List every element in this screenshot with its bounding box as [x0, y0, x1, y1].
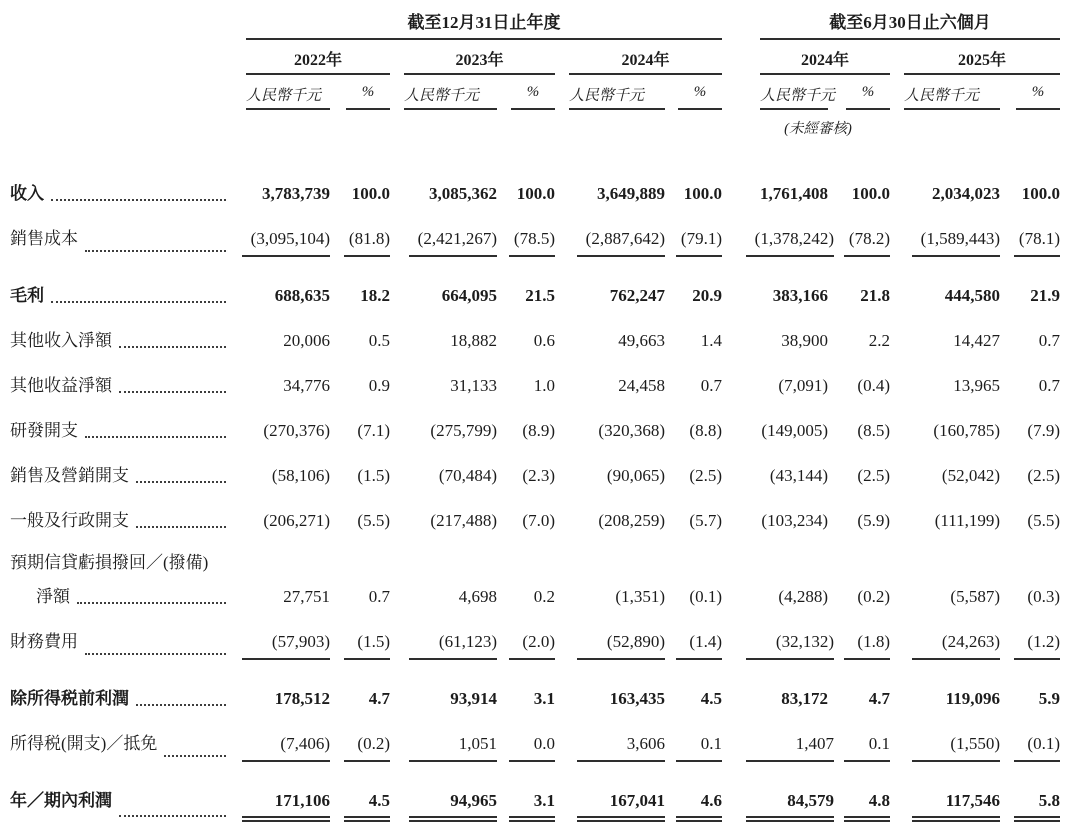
unit-label: 人民幣千元: [569, 75, 665, 110]
cell-value: (111,199): [934, 511, 1000, 530]
cell-value: (52,890): [577, 630, 665, 660]
cell-value: (1.5): [357, 466, 390, 485]
cell-value: 1.4: [700, 331, 722, 350]
cell-value: (160,785): [933, 421, 1000, 440]
row-label: 研發開支: [10, 421, 78, 440]
unit-label: 人民幣千元: [904, 75, 1000, 110]
cell-value: 3.1: [533, 689, 555, 708]
cell-value: 13,965: [953, 376, 1000, 395]
dot-leader: [85, 630, 226, 655]
cell-value: 444,580: [944, 286, 1000, 305]
cell-value: 100.0: [351, 184, 390, 203]
dot-leader: [51, 284, 226, 303]
table-row: [10, 575, 1070, 609]
cell-value: (3,095,104): [242, 227, 330, 257]
row-label: 一般及行政開支: [10, 511, 129, 530]
table-row: [10, 443, 1070, 488]
cell-value: 2.2: [868, 331, 890, 350]
cell-value: 163,435: [609, 689, 665, 708]
cell-value: (5,587): [950, 587, 1000, 606]
cell-value: 18,882: [450, 331, 497, 350]
cell-value: 83,172: [781, 689, 828, 708]
cell-value: (1,589,443): [912, 227, 1000, 257]
cell-value: (217,488): [430, 511, 497, 530]
dot-leader: [77, 585, 226, 604]
row-label: 年／期內利潤: [10, 791, 112, 810]
dot-leader: [136, 687, 226, 706]
cell-value: (1.8): [844, 630, 890, 660]
cell-value: (78.5): [509, 227, 555, 257]
cell-value: (8.8): [689, 421, 722, 440]
cell-value: (2,887,642): [577, 227, 665, 257]
year-header-2022: 2022年: [246, 40, 390, 75]
cell-value: (7.0): [522, 511, 555, 530]
dot-leader: [119, 789, 226, 817]
table-row: [10, 398, 1070, 443]
cell-value: (8.9): [522, 421, 555, 440]
cell-value: 0.2: [533, 587, 555, 606]
cell-value: (81.8): [344, 227, 390, 257]
cell-value: 4.7: [368, 689, 390, 708]
cell-value: (2.5): [689, 466, 722, 485]
cell-value: (2.5): [1027, 466, 1060, 485]
cell-value: 167,041: [577, 789, 665, 822]
cell-value: 119,096: [945, 689, 1000, 708]
cell-value: 3,606: [577, 732, 665, 762]
unit-label: 人民幣千元: [760, 75, 828, 110]
row-label: 預期信貸虧損撥回／(撥備): [10, 553, 209, 572]
dot-leader: [136, 464, 226, 483]
cell-value: (1,378,242): [746, 227, 834, 257]
cell-value: 383,166: [772, 286, 828, 305]
percent-label: %: [511, 75, 555, 110]
cell-value: (78.1): [1014, 227, 1060, 257]
row-label: 其他收益淨額: [10, 376, 112, 395]
cell-value: 3,085,362: [429, 184, 497, 203]
cell-value: 2,034,023: [932, 184, 1000, 203]
row-label: 財務費用: [10, 632, 78, 651]
cell-value: (275,799): [430, 421, 497, 440]
cell-value: (5.7): [689, 511, 722, 530]
cell-value: (79.1): [676, 227, 722, 257]
dot-leader: [85, 227, 226, 252]
cell-value: (7,406): [242, 732, 330, 762]
percent-label: %: [346, 75, 390, 110]
cell-value: (149,005): [761, 421, 828, 440]
column-group-annual-title: 截至12月31日止年度: [246, 8, 722, 40]
cell-value: 84,579: [746, 789, 834, 822]
cell-value: 178,512: [274, 689, 330, 708]
cell-value: (2.5): [857, 466, 890, 485]
cell-value: 100.0: [683, 184, 722, 203]
cell-value: (1.5): [344, 630, 390, 660]
cell-value: 0.5: [368, 331, 390, 350]
cell-value: 21.5: [525, 286, 555, 305]
row-label: 毛利: [10, 286, 44, 305]
row-label: 收入: [10, 184, 44, 203]
unit-label: 人民幣千元: [246, 75, 330, 110]
column-group-interim-title: 截至6月30日止六個月: [760, 8, 1060, 40]
dot-leader: [164, 732, 226, 757]
cell-value: 21.9: [1030, 286, 1060, 305]
cell-value: (4,288): [778, 587, 828, 606]
cell-value: (57,903): [242, 630, 330, 660]
cell-value: 20.9: [692, 286, 722, 305]
cell-value: 14,427: [953, 331, 1000, 350]
cell-value: (270,376): [263, 421, 330, 440]
percent-label: %: [678, 75, 722, 110]
cell-value: 0.1: [676, 732, 722, 762]
cell-value: (7.9): [1027, 421, 1060, 440]
percent-label: %: [1016, 75, 1060, 110]
year-header-2025-interim: 2025年: [904, 40, 1060, 75]
cell-value: (2.3): [522, 466, 555, 485]
row-label: 除所得税前利潤: [10, 689, 129, 708]
cell-value: (0.1): [689, 587, 722, 606]
table-row: [10, 308, 1070, 353]
row-label: 其他收入淨額: [10, 331, 112, 350]
percent-label: %: [846, 75, 890, 110]
cell-value: 21.8: [860, 286, 890, 305]
dot-leader: [51, 182, 226, 201]
cell-value: (90,065): [606, 466, 665, 485]
cell-value: 4.5: [700, 689, 722, 708]
cell-value: (0.2): [857, 587, 890, 606]
cell-value: (1,351): [615, 587, 665, 606]
cell-value: 0.7: [1038, 376, 1060, 395]
dot-leader: [136, 509, 226, 528]
cell-value: 0.9: [368, 376, 390, 395]
dot-leader: [119, 374, 226, 393]
cell-value: 1,761,408: [760, 184, 828, 203]
cell-value: 0.6: [533, 331, 555, 350]
cell-value: (1,550): [912, 732, 1000, 762]
table-row: [10, 711, 1070, 768]
dot-leader: [119, 329, 226, 348]
cell-value: (32,132): [746, 630, 834, 660]
cell-value: (58,106): [271, 466, 330, 485]
table-row: [10, 533, 1070, 575]
cell-value: 94,965: [409, 789, 497, 822]
cell-value: (52,042): [941, 466, 1000, 485]
cell-value: (8.5): [857, 421, 890, 440]
table-row: [10, 353, 1070, 398]
cell-value: 4.6: [676, 789, 722, 822]
row-label: 淨額: [36, 587, 70, 606]
cell-value: 27,751: [283, 587, 330, 606]
cell-value: 1.0: [533, 376, 555, 395]
cell-value: 3,649,889: [597, 184, 665, 203]
year-header-2024: 2024年: [569, 40, 722, 75]
row-label: 銷售及營銷開支: [10, 466, 129, 485]
cell-value: 4.8: [844, 789, 890, 822]
cell-value: (78.2): [844, 227, 890, 257]
row-label: 銷售成本: [10, 229, 78, 248]
cell-value: 0.7: [368, 587, 390, 606]
cell-value: (1.4): [676, 630, 722, 660]
cell-value: 4.7: [868, 689, 890, 708]
cell-value: (208,259): [598, 511, 665, 530]
cell-value: 93,914: [450, 689, 497, 708]
cell-value: (0.3): [1027, 587, 1060, 606]
cell-value: (320,368): [598, 421, 665, 440]
cell-value: 24,458: [618, 376, 665, 395]
table-header: [10, 8, 1070, 138]
cell-value: 100.0: [851, 184, 890, 203]
cell-value: (2,421,267): [409, 227, 497, 257]
cell-value: 3.1: [509, 789, 555, 822]
table-row: [10, 138, 1070, 206]
cell-value: (7.1): [357, 421, 390, 440]
table-body: [10, 138, 1070, 830]
table-row: [10, 666, 1070, 711]
cell-value: 4,698: [458, 587, 497, 606]
cell-value: 3,783,739: [262, 184, 330, 203]
cell-value: 31,133: [450, 376, 497, 395]
cell-value: (0.2): [344, 732, 390, 762]
cell-value: 49,663: [618, 331, 665, 350]
cell-value: (5.9): [857, 511, 890, 530]
dot-leader: [85, 419, 226, 438]
row-label: 所得税(開支)／抵免: [10, 734, 158, 753]
unaudited-note: (未經審核): [784, 121, 852, 137]
cell-value: 34,776: [283, 376, 330, 395]
table-row: [10, 609, 1070, 666]
cell-value: 0.7: [700, 376, 722, 395]
cell-value: 4.5: [344, 789, 390, 822]
cell-value: 20,006: [283, 331, 330, 350]
cell-value: (24,263): [912, 630, 1000, 660]
table-row: [10, 768, 1070, 830]
cell-value: (206,271): [263, 511, 330, 530]
cell-value: 688,635: [274, 286, 330, 305]
cell-value: 171,106: [242, 789, 330, 822]
cell-value: (5.5): [357, 511, 390, 530]
cell-value: (5.5): [1027, 511, 1060, 530]
cell-value: (43,144): [769, 466, 828, 485]
year-header-2024-interim: 2024年: [760, 40, 890, 75]
cell-value: (103,234): [761, 511, 828, 530]
unit-label: 人民幣千元: [404, 75, 497, 110]
cell-value: (0.1): [1014, 732, 1060, 762]
table-row: [10, 263, 1070, 308]
cell-value: (7,091): [778, 376, 828, 395]
cell-value: 0.0: [509, 732, 555, 762]
cell-value: (1.2): [1014, 630, 1060, 660]
year-header-2023: 2023年: [404, 40, 555, 75]
table-row: [10, 206, 1070, 263]
cell-value: 0.1: [844, 732, 890, 762]
cell-value: 762,247: [609, 286, 665, 305]
cell-value: 5.9: [1038, 689, 1060, 708]
cell-value: 664,095: [441, 286, 497, 305]
cell-value: 1,407: [746, 732, 834, 762]
cell-value: (0.4): [857, 376, 890, 395]
cell-value: 18.2: [360, 286, 390, 305]
cell-value: (2.0): [509, 630, 555, 660]
cell-value: 38,900: [781, 331, 828, 350]
cell-value: 100.0: [516, 184, 555, 203]
cell-value: (61,123): [409, 630, 497, 660]
cell-value: 5.8: [1014, 789, 1060, 822]
cell-value: 1,051: [409, 732, 497, 762]
cell-value: 100.0: [1021, 184, 1060, 203]
cell-value: 117,546: [912, 789, 1000, 822]
cell-value: 0.7: [1038, 331, 1060, 350]
cell-value: (70,484): [438, 466, 497, 485]
table-row: [10, 488, 1070, 533]
